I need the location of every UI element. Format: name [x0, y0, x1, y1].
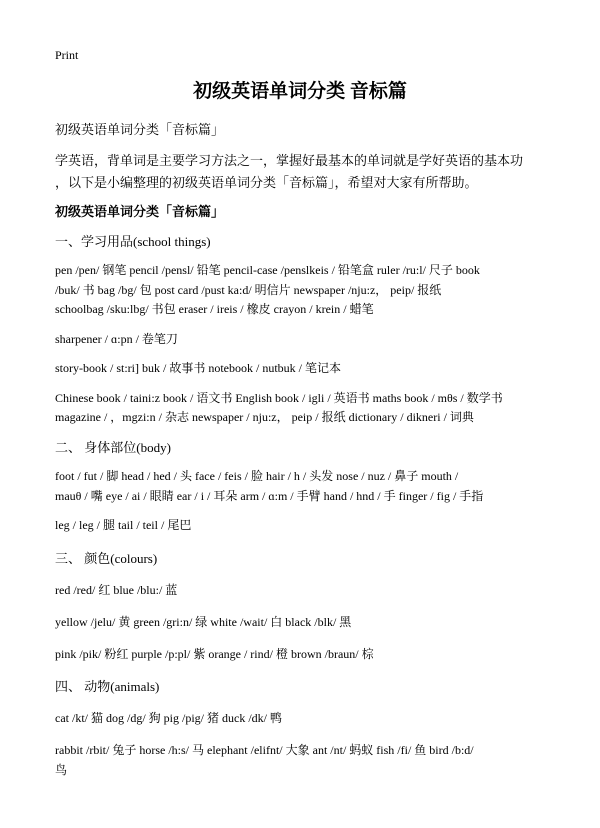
text-line: Chinese book / taini:z book / 语文书 English book / igli / 英语书 maths book / mθs / 数学书 — [55, 390, 503, 405]
text-line: yellow /jelu/ 黄 green /gri:n/ 绿 white /wait/ 白 black /blk/ 黑 — [55, 615, 352, 630]
section-heading: 三、 颜色(colours) — [55, 551, 158, 567]
text-line: sharpener / ɑ:pn / 卷笔刀 — [55, 331, 178, 346]
text-line: /buk/ 书 bag /bg/ 包 post card /pust ka:d/ 明信片 newspaper /nju:z， peip/ 报纸 — [55, 282, 442, 297]
vocab-paragraph — [55, 741, 560, 780]
text-line: 鸟 — [55, 762, 68, 777]
vocab-paragraph — [55, 645, 560, 665]
text-line: mauθ / 嘴 eye / ai / 眼睛 ear / i / 耳朵 arm / ɑ:m / 手臂 hand / hnd / 手 finger / fig / 手指 — [55, 488, 484, 503]
section-animals — [55, 677, 560, 780]
print-label: Print — [55, 48, 79, 62]
document-body — [55, 120, 560, 793]
section-heading: 二、 身体部位(body) — [55, 439, 171, 455]
document-subtitle: 初级英语单词分类「音标篇」 — [55, 122, 225, 137]
vocab-paragraph — [55, 330, 560, 350]
vocab-paragraph — [55, 613, 560, 633]
text-line: pink /pik/ 粉红 purple /p:pl/ 紫 orange / rind/ 橙 brown /braun/ 棕 — [55, 647, 374, 662]
text-line: cat /kt/ 猫 dog /dg/ 狗 pig /pig/ 猪 duck /dk/ 鸭 — [55, 711, 282, 726]
vocab-paragraph — [55, 581, 560, 601]
section-heading: 一、学习用品(school things) — [55, 233, 211, 249]
text-line: story-book / st:ri] buk / 故事书 notebook / nutbuk / 笔记本 — [55, 361, 341, 375]
text-line: ，以下是小编整理的初级英语单词分类「音标篇」，希望对大家有所帮助。 — [55, 174, 478, 190]
text-line: leg / leg / 腿 tail / teil / 尾巴 — [55, 518, 192, 532]
section-school-things — [55, 232, 560, 428]
vocab-paragraph — [55, 516, 560, 536]
text-line: pen /pen/ 钢笔 pencil /pensl/ 铅笔 pencil-case /penslkeis / 铅笔盒 ruler /ru:l/ 尺子 book — [55, 263, 480, 277]
vocab-paragraph — [55, 359, 560, 379]
text-line: schoolbag /sku:lbg/ 书包 eraser / ireis / 橡皮 crayon / krein / 蜡笔 — [55, 302, 374, 316]
text-line: foot / fut / 脚 head / hed / 头 face / feis / 脸 hair / h / 头发 nose / nuz / 鼻子 mouth / — [55, 469, 459, 483]
section-heading: 四、 动物(animals) — [55, 679, 160, 695]
vocab-paragraph — [55, 467, 560, 506]
vocab-paragraph — [55, 261, 560, 320]
page-title: 初级英语单词分类 音标篇 — [193, 81, 407, 102]
vocab-paragraph — [55, 709, 560, 729]
text-line: 学英语，背单词是主要学习方法之一，掌握好最基本的单词就是学好英语的基本功 — [55, 152, 524, 168]
text-line: red /red/ 红 blue /blu:/ 蓝 — [55, 583, 178, 598]
section-body — [55, 438, 560, 536]
text-line: magazine / ，mgzi:n / 杂志 newspaper / nju:z， peip / 报纸 dictionary / dikneri / 词典 — [55, 410, 474, 424]
intro-paragraph — [55, 150, 560, 194]
article-heading: 初级英语单词分类「音标篇」 — [55, 203, 225, 219]
section-colours — [55, 549, 560, 665]
text-line: rabbit /rbit/ 兔子 horse /h:s/ 马 elephant /elifnt/ 大象 ant /nt/ 蚂蚁 fish /fi/ 鱼 bird /b:d/ — [55, 743, 474, 758]
vocab-paragraph — [55, 389, 560, 428]
